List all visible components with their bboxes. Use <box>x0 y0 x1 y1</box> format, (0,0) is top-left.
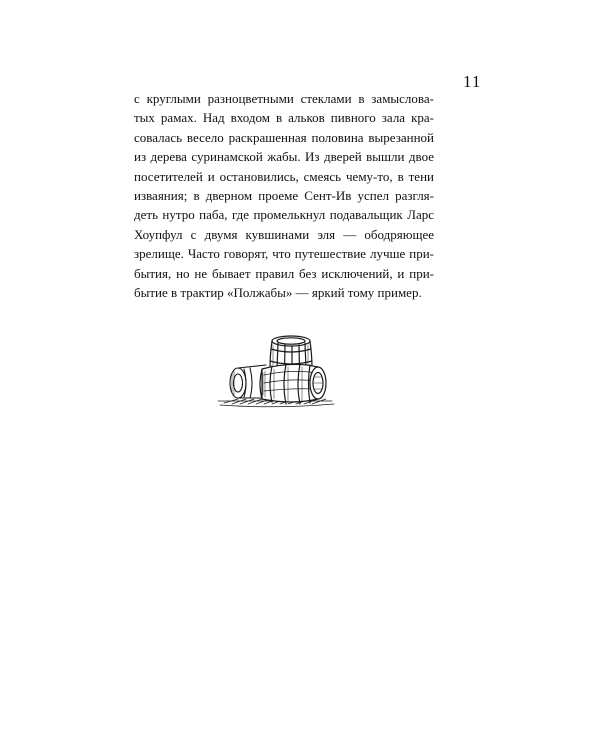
text-line: из дерева суринамской жабы. Из дверей вышли двое <box>134 149 434 165</box>
text-line: зрелище. Часто говорят, что путешествие лучше при- <box>134 246 434 262</box>
text-line: бытие в трактир «Полжабы» — яркий тому пример. <box>134 285 422 301</box>
text-line: тых рамах. Над входом в альков пивного зала кра- <box>134 110 434 126</box>
text-line: изваяния; в дверном проеме Сент-Ив успел разгля- <box>134 188 434 204</box>
body-paragraph <box>134 89 434 302</box>
barrels-icon <box>214 325 340 410</box>
page-number: 11 <box>463 72 482 91</box>
text-line: бытия, но не бывает правил без исключений, и при- <box>134 265 434 281</box>
text-line: деть нутро паба, где промелькнул подавальщик Ларс <box>134 207 434 223</box>
text-line: Хоупфул с двумя кувшинами эля — ободряющее <box>134 226 434 242</box>
text-line: посетителей и остановились, смеясь чему-то, в тени <box>134 168 434 184</box>
text-line: с круглыми разноцветными стеклами в замыслова- <box>134 91 434 106</box>
text-line: совалась весело раскрашенная половина вырезанной <box>134 129 434 145</box>
